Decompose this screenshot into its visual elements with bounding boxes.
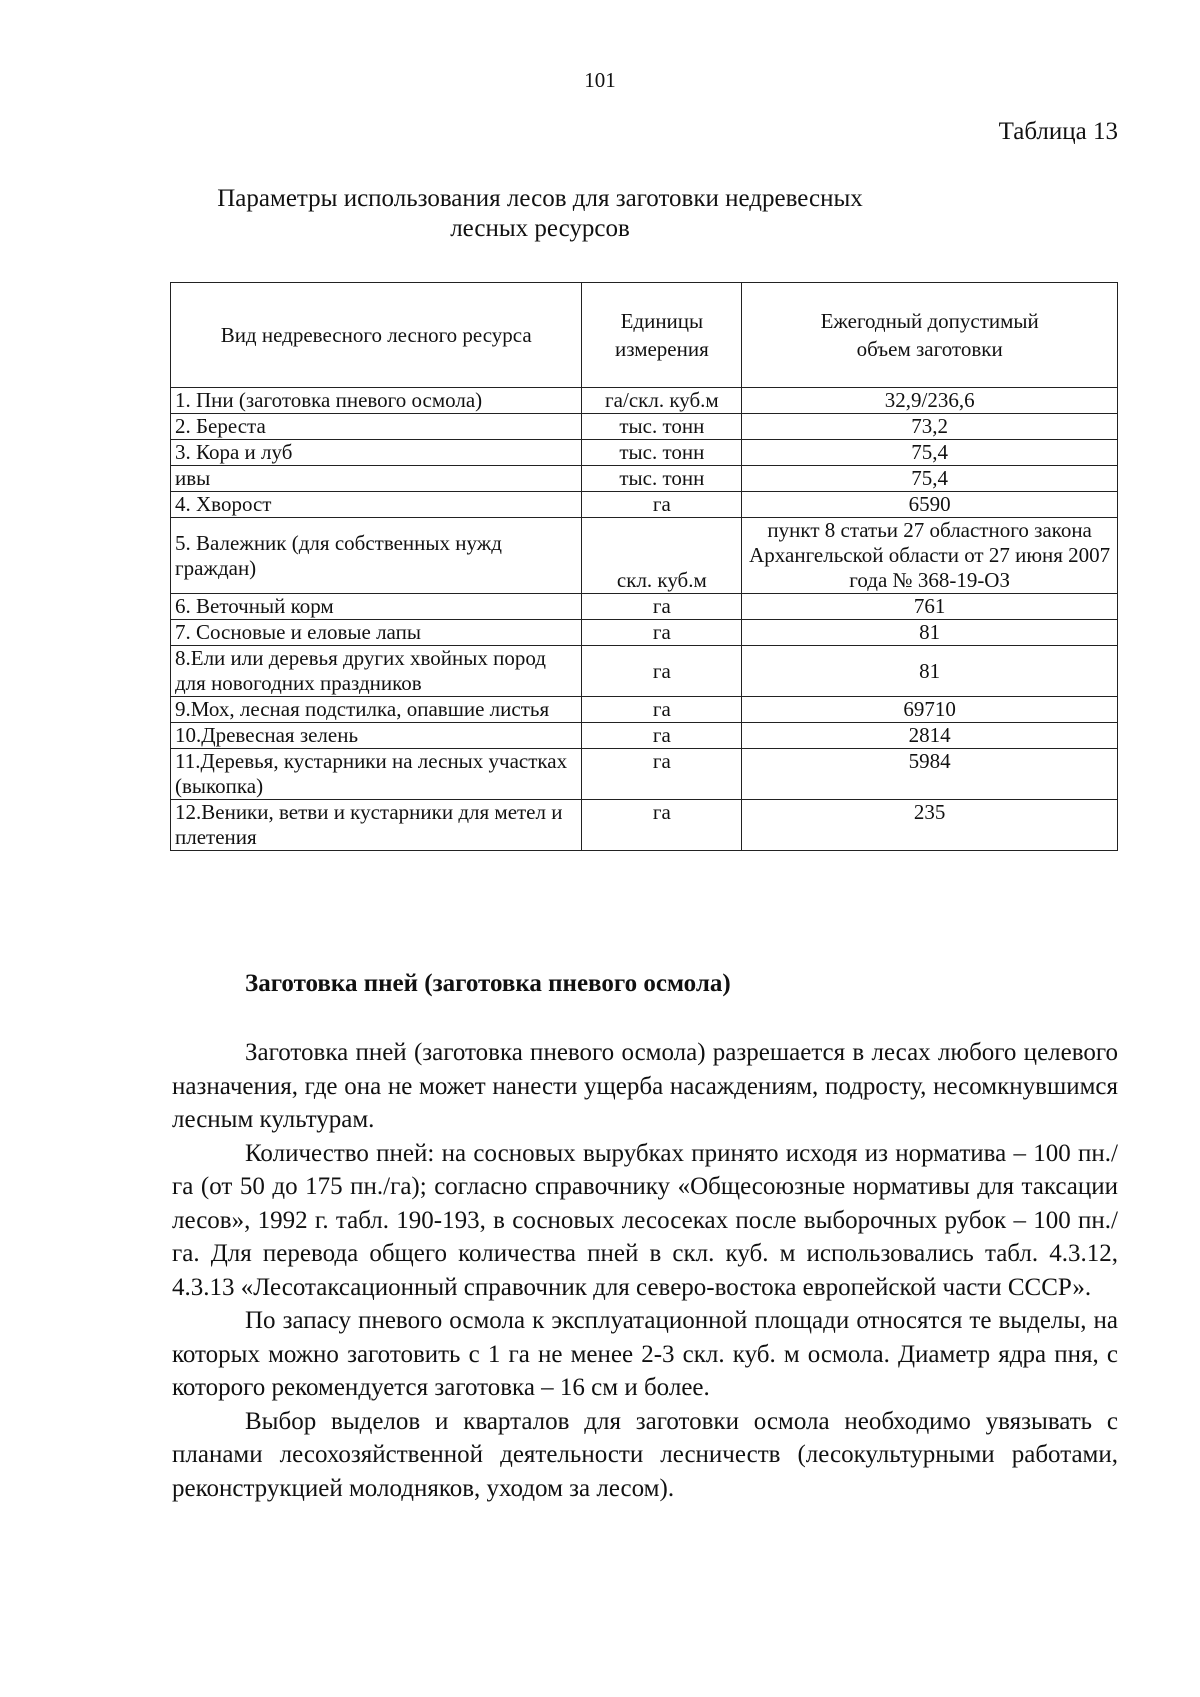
cell-volume: 81 — [742, 646, 1118, 697]
table-row — [171, 388, 1118, 414]
cell-resource: 3. Кора и луб — [171, 440, 582, 466]
cell-unit: тыс. тонн — [582, 414, 742, 440]
header-resource: Вид недревесного лесного ресурса — [171, 283, 582, 388]
cell-resource: 11.Деревья, кустарники на лесных участках (выкопка) — [171, 749, 582, 800]
cell-resource: ивы — [171, 466, 582, 492]
cell-volume: 2814 — [742, 723, 1118, 749]
cell-volume: 235 — [742, 800, 1118, 851]
cell-volume: 761 — [742, 594, 1118, 620]
table-row — [171, 646, 1118, 697]
cell-resource: 12.Веники, ветви и кустарники для метел и плетения — [171, 800, 582, 851]
cell-unit: га — [582, 492, 742, 518]
table-label: Таблица 13 — [998, 118, 1118, 145]
paragraph: Заготовка пней (заготовка пневого осмола) разрешается в лесах любого целевого назначения, где она не может нанести ущерба насаждениям, подросту, несомкнувшимся лесным культурам. — [172, 1039, 1118, 1133]
cell-unit: га — [582, 594, 742, 620]
resources-table — [170, 282, 1118, 851]
table-row — [171, 518, 1118, 594]
cell-volume: 5984 — [742, 749, 1118, 800]
header-volume: Ежегодный допустимый объем заготовки — [742, 283, 1118, 388]
table-row — [171, 620, 1118, 646]
cell-resource: 5. Валежник (для собственных нужд граждан) — [171, 518, 582, 594]
table-header-row — [171, 283, 1118, 388]
cell-volume: 81 — [742, 620, 1118, 646]
table-row — [171, 492, 1118, 518]
cell-volume: пункт 8 статьи 27 областного закона Архангельской области от 27 июня 2007 года № 368-19-ОЗ — [742, 518, 1118, 594]
cell-resource: 4. Хворост — [171, 492, 582, 518]
cell-unit: тыс. тонн — [582, 440, 742, 466]
cell-unit: га/скл. куб.м — [582, 388, 742, 414]
cell-unit: га — [582, 620, 742, 646]
table-title-line-1: Параметры использования лесов для заготовки недревесных — [217, 185, 863, 212]
cell-unit: га — [582, 800, 742, 851]
cell-volume: 75,4 — [742, 466, 1118, 492]
cell-volume: 75,4 — [742, 440, 1118, 466]
body-text — [172, 1036, 1118, 1505]
cell-unit: га — [582, 723, 742, 749]
table-row — [171, 723, 1118, 749]
paragraph: Выбор выделов и кварталов для заготовки осмола необходимо увязывать с планами лесохозяйственной деятельности лесничеств (лесокультурными работами, реконструкцией молодняков, уходом за лесом). — [172, 1407, 1118, 1502]
table-title-line-2: лесных ресурсов — [450, 215, 630, 242]
table-row — [171, 440, 1118, 466]
table-title — [200, 184, 880, 244]
cell-unit: скл. куб.м — [582, 518, 742, 594]
cell-volume: 6590 — [742, 492, 1118, 518]
header-unit: Единицы измерения — [582, 283, 742, 388]
cell-volume: 32,9/236,6 — [742, 388, 1118, 414]
cell-resource: 9.Мох, лесная подстилка, опавшие листья — [171, 697, 582, 723]
cell-resource: 6. Веточный корм — [171, 594, 582, 620]
cell-resource: 10.Древесная зелень — [171, 723, 582, 749]
table-row — [171, 414, 1118, 440]
cell-unit: га — [582, 646, 742, 697]
cell-unit: га — [582, 697, 742, 723]
section-heading: Заготовка пней (заготовка пневого осмола) — [245, 970, 731, 997]
paragraph: Количество пней: на сосновых вырубках принято исходя из норматива – 100 пн./га (от 50 до 175 пн./га); согласно справочнику «Общесоюзные нормативы для таксации лесов», 1992 г. табл. 190-193, в сосновых лесосеках после выборочных рубок – 100 пн./га. Для перевода общего количества пней в скл. куб. м использовались табл. 4.3.12, 4.3.13 «Лесотаксационный справочник для северо-востока европейской части СССР». — [172, 1139, 1118, 1301]
paragraph: По запасу пневого осмола к эксплуатационной площади относятся те выделы, на которых можно заготовить с 1 га не менее 2-3 скл. куб. м осмола. Диаметр ядра пня, с которого рекомендуется заготовка – 16 см и более. — [172, 1307, 1118, 1401]
table-row — [171, 594, 1118, 620]
cell-volume: 73,2 — [742, 414, 1118, 440]
page-number: 101 — [584, 68, 616, 92]
table-row — [171, 697, 1118, 723]
cell-resource: 2. Береста — [171, 414, 582, 440]
cell-volume: 69710 — [742, 697, 1118, 723]
table-row — [171, 800, 1118, 851]
cell-unit: га — [582, 749, 742, 800]
cell-resource: 1. Пни (заготовка пневого осмола) — [171, 388, 582, 414]
cell-resource: 7. Сосновые и еловые лапы — [171, 620, 582, 646]
table-row — [171, 749, 1118, 800]
cell-unit: тыс. тонн — [582, 466, 742, 492]
cell-resource: 8.Ели или деревья других хвойных пород для новогодних праздников — [171, 646, 582, 697]
table-row — [171, 466, 1118, 492]
